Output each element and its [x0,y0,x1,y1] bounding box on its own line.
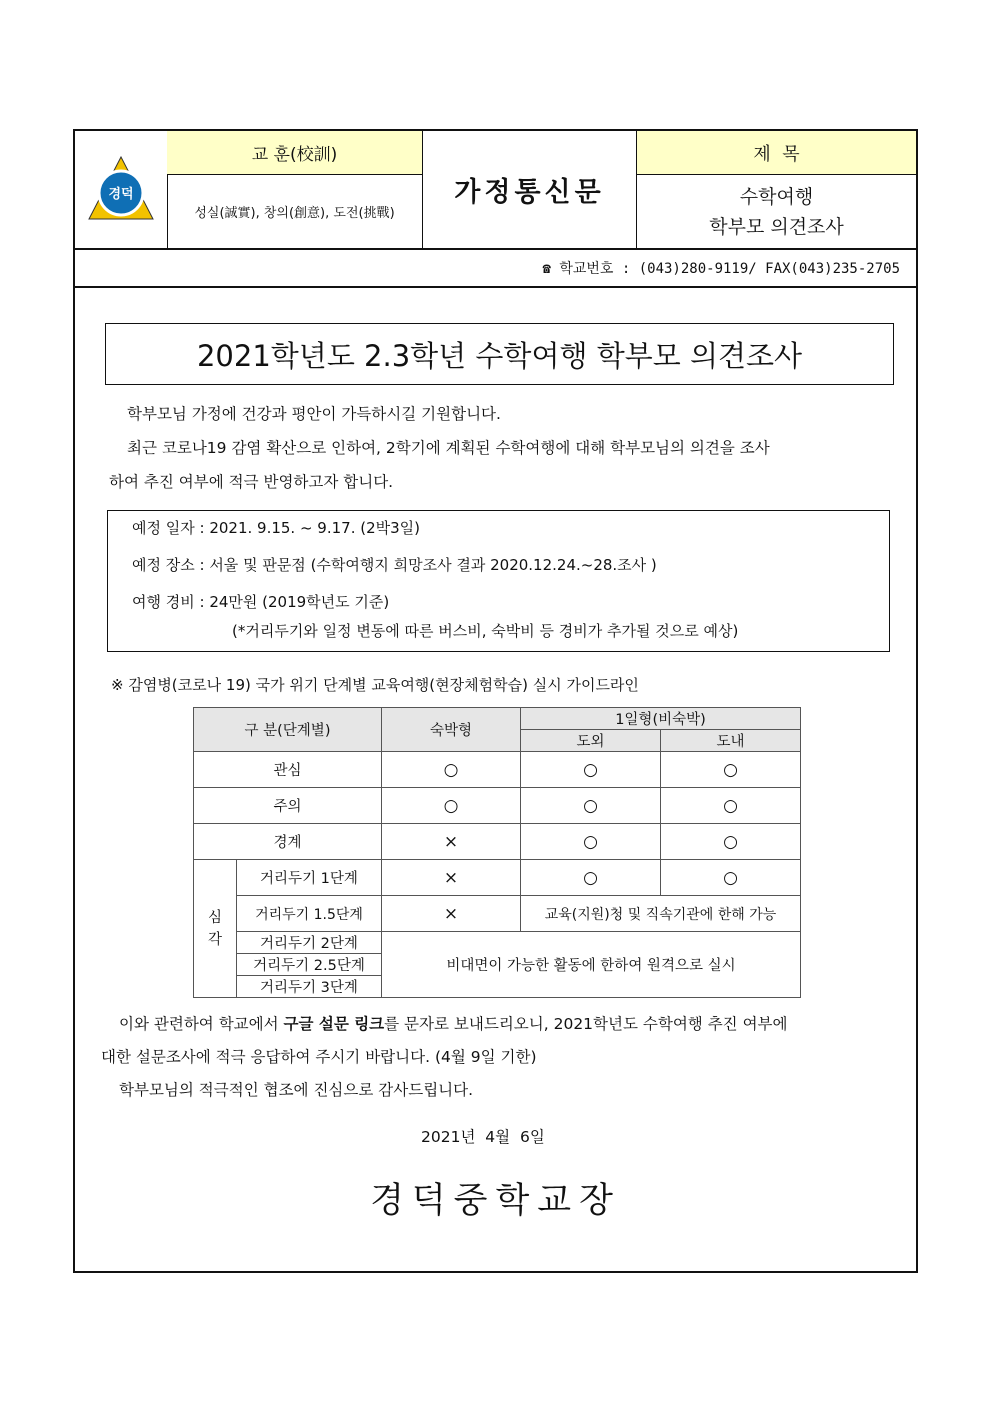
header-stage: 구 분(단계별) [194,708,382,752]
document-frame [73,129,918,1273]
mark: ○ [661,860,801,896]
info-date: 예정 일자 : 2021. 9.15. ~ 9.17. (2박3일) [132,519,421,537]
guideline-table [193,707,801,998]
closing-line1-a: 이와 관련하여 학교에서 [119,1015,284,1033]
table-row [194,788,801,824]
motto-label: 교 훈(校訓) [167,131,423,175]
mark: ○ [661,788,801,824]
signature: 경덕중학교장 [370,1181,621,1221]
remote-note: 비대면이 가능한 활동에 한하여 원격으로 실시 [382,932,801,998]
header-out: 도외 [521,730,661,752]
stage-label: 거리두기 1.5단계 [237,896,382,932]
serious-label [194,860,237,998]
table-row [194,752,801,788]
mark: × [382,824,521,860]
table-row [194,896,801,932]
contact-bar [75,248,916,288]
stage-label: 거리두기 3단계 [237,976,382,998]
table-row [194,860,801,896]
trip-info-box [107,510,890,652]
mark: ○ [382,788,521,824]
school-logo [75,131,168,248]
header-in: 도내 [661,730,801,752]
letter-date: 2021년 4월 6일 [421,1128,545,1146]
mark: ○ [521,788,661,824]
stage-label: 관심 [194,752,382,788]
mark: ○ [521,752,661,788]
subject-label: 제 목 [637,131,916,175]
mark: ○ [661,752,801,788]
intro-line1: 학부모님 가정에 건강과 평안이 가득하시길 기원합니다. [127,405,501,423]
page-title: 2021학년도 2.3학년 수학여행 학부모 의견조사 [105,323,894,385]
closing-line1 [119,1014,788,1034]
stage-label: 주의 [194,788,382,824]
subject-line1: 수학여행 [739,185,814,208]
mark: ○ [521,824,661,860]
closing-line1-c: 를 문자로 보내드리오니, 2021학년도 수학여행 추진 여부에 [384,1015,788,1033]
header-stay: 숙박형 [382,708,521,752]
school-emblem-icon [75,131,167,248]
stage-label: 거리두기 2단계 [237,932,382,954]
mark: × [382,860,521,896]
intro-line3: 하여 추진 여부에 적극 반영하고자 합니다. [109,473,394,491]
mark: ○ [382,752,521,788]
stage-label: 거리두기 2.5단계 [237,954,382,976]
motto-value: 성실(誠實), 창의(創意), 도전(挑戰) [167,175,423,248]
doc-type: 가정통신문 [423,131,637,248]
table-row [194,932,801,954]
subject-line2: 학부모 의견조사 [709,215,844,238]
info-cost-note: (*거리두기와 일정 변동에 따른 버스비, 숙박비 등 경비가 추가될 것으로 예상) [232,622,739,640]
phone-text: ☎ 학교번호 : (043)280-9119/ FAX(043)235-2705 [542,261,900,277]
stage-note: 교육(지원)청 및 직속기관에 한해 가능 [521,896,801,932]
table-row [194,824,801,860]
mark: × [382,896,521,932]
mark: ○ [521,860,661,896]
logo-text: 경덕 [108,187,134,202]
closing-line2: 대한 설문조사에 적극 응답하여 주시기 바랍니다. (4월 9일 기한) [101,1048,537,1066]
header-day: 1일형(비숙박) [521,708,801,730]
header-table [75,131,916,250]
mark: ○ [661,824,801,860]
info-place: 예정 장소 : 서울 및 판문점 (수학여행지 희망조사 결과 2020.12.24.~28.조사 ) [132,556,657,574]
guide-title: ※ 감염병(코로나 19) 국가 위기 단계별 교육여행(현장체험학습) 실시 가이드라인 [111,676,639,694]
info-cost: 여행 경비 : 24만원 (2019학년도 기준) [132,593,390,611]
closing-line3: 학부모님의 적극적인 협조에 진심으로 감사드립니다. [119,1081,474,1099]
stage-label: 거리두기 1단계 [237,860,382,896]
serious-text: 심각 [207,909,222,948]
google-form-link-text: 구글 설문 링크 [283,1015,385,1033]
intro-line2: 최근 코로나19 감염 확산으로 인하여, 2학기에 계획된 수학여행에 대해 학부모님의 의견을 조사 [127,439,770,457]
stage-label: 경계 [194,824,382,860]
